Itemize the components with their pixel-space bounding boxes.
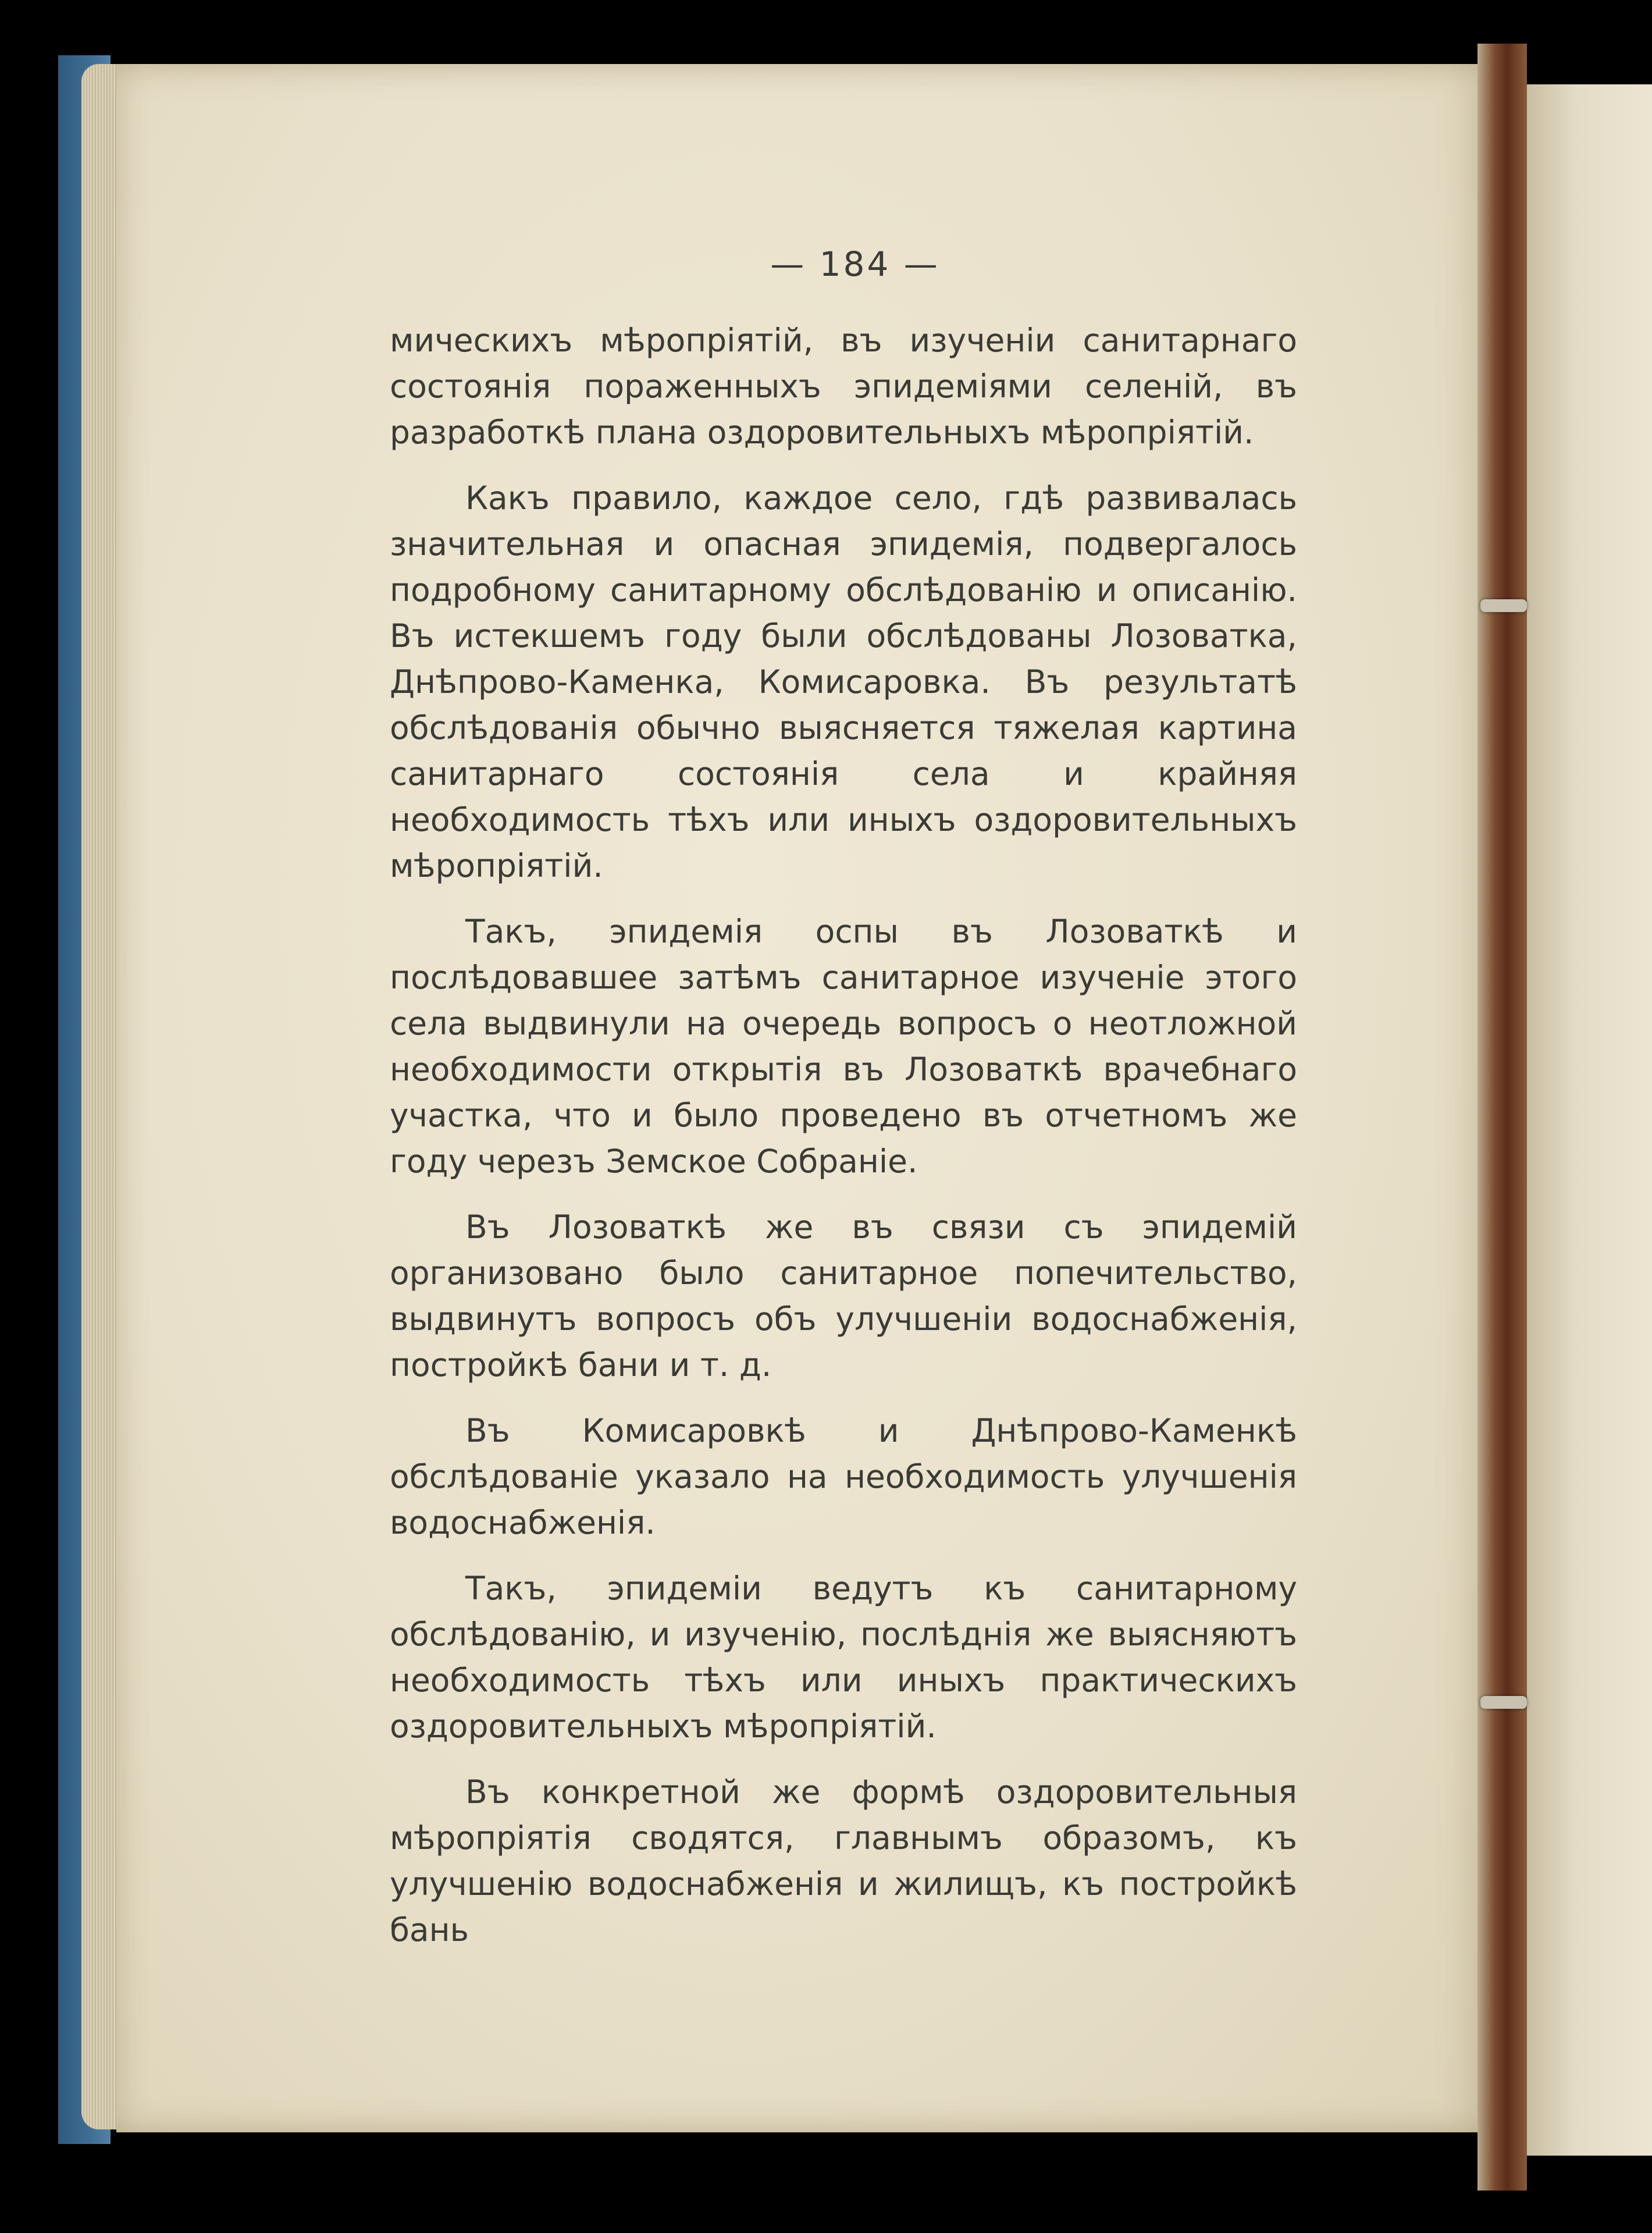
book-binding-gutter: [1477, 44, 1527, 2191]
paragraph-5: Въ Комисаровкѣ и Днѣпрово-Каменкѣ обслѣдованіе указало на необходимость улучшенія водоснабженія.: [390, 1412, 1297, 1541]
binding-stitch: [1480, 1696, 1527, 1709]
page-text-block: [390, 244, 1297, 1973]
paragraph-6: Такъ, эпидеміи ведутъ къ санитарному обслѣдованію, и изученію, послѣднія же выясняютъ необходимость тѣхъ или иныхъ практическихъ оздоровительныхъ мѣропріятій.: [390, 1570, 1297, 1745]
paragraph-4: Въ Лозоваткѣ же въ связи съ эпидемій организовано было санитарное попечительство, выдвинутъ вопросъ объ улучшеніи водоснабженія, постройкѣ бани и т. д.: [390, 1208, 1297, 1384]
facing-page-edge: [1527, 84, 1652, 2156]
binding-stitch: [1480, 599, 1527, 612]
paragraph-3: Такъ, эпидемія оспы въ Лозоваткѣ и послѣдовавшее затѣмъ санитарное изученіе этого села выдвинули на очередь вопросъ о неотложной необходимости открытія въ Лозоваткѣ врачебнаго участка, что и было проведено въ отчетномъ же году черезъ Земское Собраніе.: [390, 913, 1297, 1180]
paragraph-1: мическихъ мѣропріятій, въ изученіи санитарнаго состоянія пораженныхъ эпидеміями селеній, въ разработкѣ плана оздоровительныхъ мѣропріятій.: [390, 322, 1297, 451]
paragraph-2: Какъ правило, каждое село, гдѣ развивалась значительная и опасная эпидемія, подвергалось подробному санитарному обслѣдованію и описанію. Въ истекшемъ году были обслѣдованы Лозоватка, Днѣпрово-Каменка, Комисаровка. Въ результатѣ обслѣдованія обычно выясняется тяжелая картина санитарнаго состоянія села и крайняя необходимость тѣхъ или иныхъ оздоровительныхъ мѣропріятій.: [390, 479, 1297, 884]
paragraph-7: Въ конкретной же формѣ оздоровительныя мѣропріятія сводятся, главнымъ образомъ, къ улучшенію водоснабженія и жилищъ, къ постройкѣ бань: [390, 1773, 1297, 1948]
page-number: — 184 —: [770, 244, 940, 284]
